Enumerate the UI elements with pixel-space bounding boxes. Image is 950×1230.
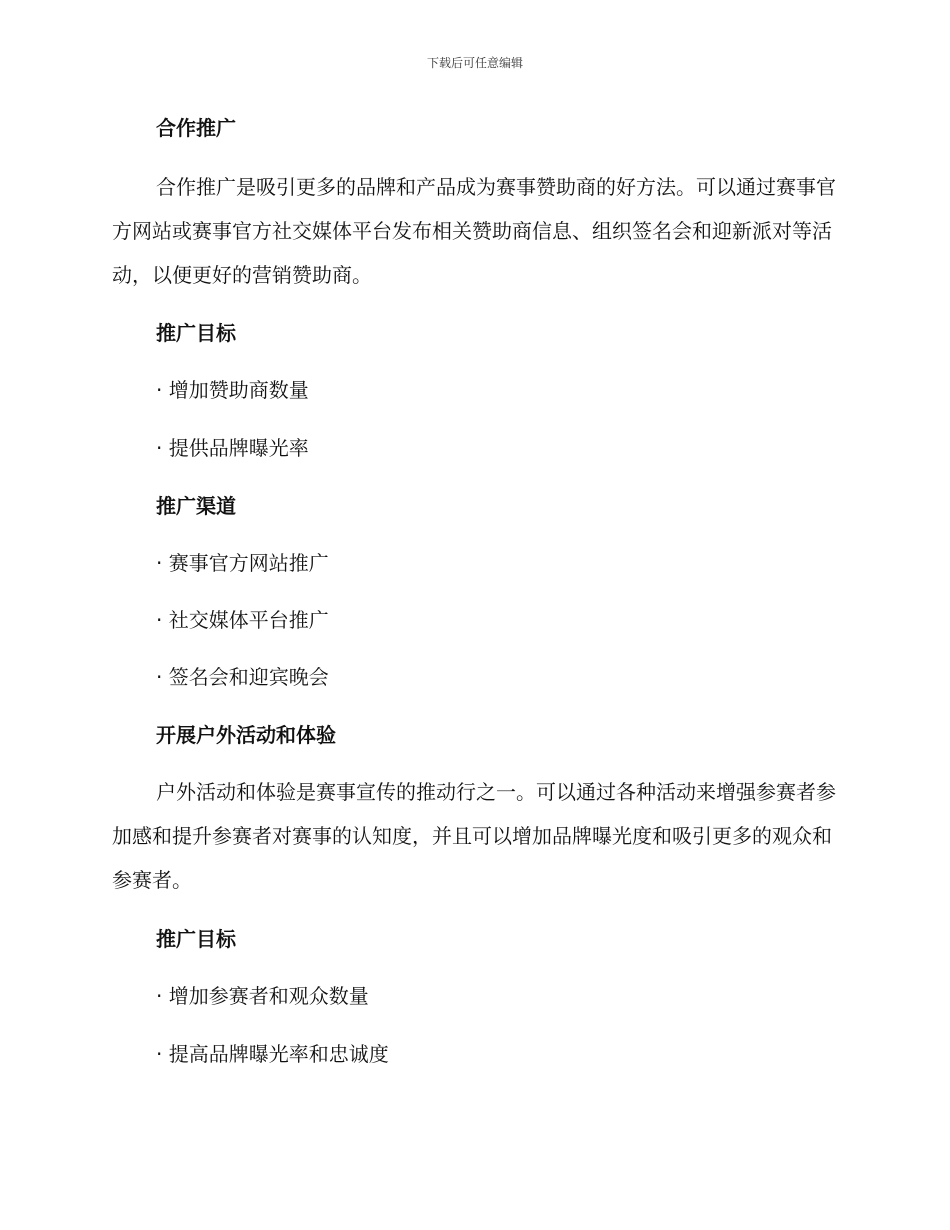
list-item: · 提高品牌曝光率和忠诚度 <box>156 1042 389 1066</box>
list-item: · 提供品牌曝光率 <box>156 436 309 460</box>
section-paragraph-outdoor: 户外活动和体验是赛事宣传的推动行之一。可以通过各种活动来增强参赛者参加感和提升参赛者对赛事的认知度，并且可以增加品牌曝光度和吸引更多的观众和参赛者。 <box>112 780 836 892</box>
list-item: · 签名会和迎宾晚会 <box>156 665 329 689</box>
section-paragraph-cooperation: 合作推广是吸引更多的品牌和产品成为赛事赞助商的好方法。可以通过赛事官方网站或赛事官方社交媒体平台发布相关赞助商信息、组织签名会和迎新派对等活动，以便更好的营销赞助商。 <box>112 175 836 287</box>
list-item: · 社交媒体平台推广 <box>156 608 329 632</box>
list-item: · 赛事官方网站推广 <box>156 551 329 575</box>
section-heading-outdoor: 开展户外活动和体验 <box>156 723 336 747</box>
subheading-goals-1: 推广目标 <box>156 321 236 345</box>
list-item: · 增加赞助商数量 <box>156 378 309 402</box>
header-note: 下载后可任意编辑 <box>426 56 523 70</box>
section-heading-cooperation: 合作推广 <box>156 116 236 140</box>
subheading-channels: 推广渠道 <box>156 494 236 518</box>
list-item: · 增加参赛者和观众数量 <box>156 984 369 1008</box>
subheading-goals-2: 推广目标 <box>156 927 236 951</box>
